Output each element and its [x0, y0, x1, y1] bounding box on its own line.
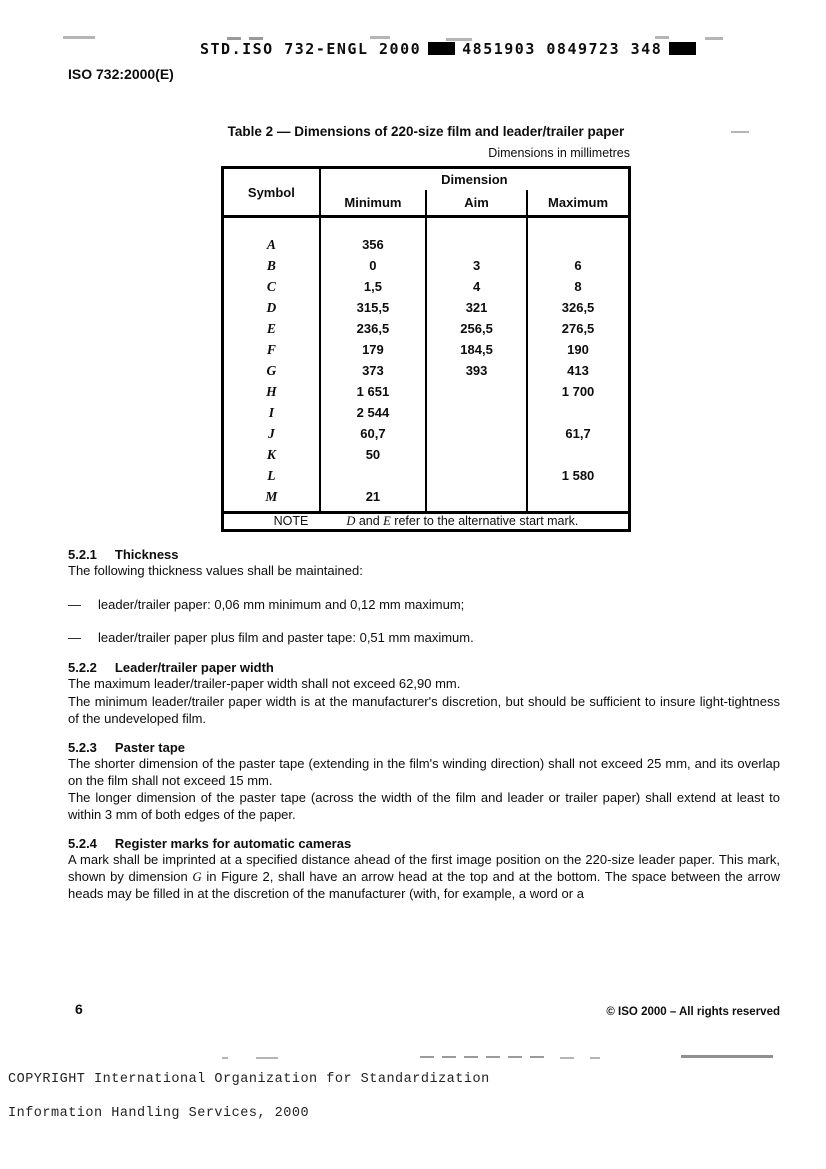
catalog-number: STD.ISO 732-ENGL 2000 — [200, 40, 422, 58]
list-item-text: leader/trailer paper: 0,06 mm minimum and 0,12 mm maximum; — [98, 597, 465, 613]
table-row — [223, 486, 630, 513]
section-number: 5.2.3 — [68, 739, 97, 755]
cell-max: 413 — [567, 363, 589, 378]
cell-symbol: L — [223, 465, 320, 486]
black-bar-icon — [669, 42, 696, 55]
dash-bullet-icon: — — [68, 597, 81, 613]
scan-artifact — [370, 36, 390, 39]
table-row — [223, 444, 630, 465]
document-id: ISO 732:2000(E) — [68, 66, 174, 82]
cell-aim: 321 — [426, 297, 527, 318]
section-title: Leader/trailer paper width — [114, 660, 274, 676]
cell-min: 356 — [320, 217, 426, 256]
table-row — [223, 318, 630, 339]
section-number: 5.2.4 — [68, 835, 97, 851]
list-item-text: leader/trailer paper plus film and paster tape: 0,51 mm maximum. — [98, 630, 474, 646]
cell-max: 6 — [574, 258, 582, 273]
cell-symbol: J — [223, 423, 320, 444]
cell-symbol: E — [223, 318, 320, 339]
cell-aim: 393 — [426, 360, 527, 381]
cell-symbol: A — [223, 217, 320, 256]
section-number: 5.2.1 — [68, 547, 97, 562]
table-row — [223, 402, 630, 423]
section-title: Paster tape — [114, 739, 186, 755]
table-title: Table 2 — Dimensions of 220-size film and leader/trailer paper — [227, 124, 625, 139]
paragraph: The following thickness values shall be maintained: — [68, 563, 363, 578]
col-header-aim: Aim — [426, 190, 527, 217]
section-heading-5-2-2 — [68, 660, 780, 675]
cell-min: 0 — [320, 255, 426, 276]
ihs-copyright-line: COPYRIGHT International Organization for Standardization — [8, 1072, 490, 1087]
table-row — [223, 297, 630, 318]
table-body — [223, 217, 630, 513]
dash-bullet-icon: — — [68, 630, 81, 646]
cell-min: 373 — [320, 360, 426, 381]
scan-catalog-header — [200, 40, 703, 58]
table-row — [223, 381, 630, 402]
cell-symbol: M — [223, 486, 320, 513]
note-label: NOTE — [273, 514, 309, 528]
cell-aim: 256,5 — [426, 318, 527, 339]
scan-artifact — [63, 36, 95, 39]
cell-symbol: D — [223, 297, 320, 318]
paragraph: The longer dimension of the paster tape (across the width of the film and leader or trailer paper) shall extend at least to within 3 mm of both edges of the paper. — [68, 790, 780, 823]
cell-symbol: H — [223, 381, 320, 402]
scan-artifact — [681, 1055, 773, 1058]
list-item — [68, 596, 780, 613]
barcode-digits: 4851903 0849723 348 — [462, 40, 663, 58]
cell-symbol: K — [223, 444, 320, 465]
table-units-note: Dimensions in millimetres — [488, 146, 630, 160]
table-note-row — [223, 513, 630, 531]
cell-min: 1 651 — [320, 381, 426, 402]
cell-min: 1,5 — [320, 276, 426, 297]
section-number: 5.2.2 — [68, 660, 97, 676]
table-row — [223, 217, 630, 256]
col-header-maximum: Maximum — [527, 190, 629, 217]
scan-artifact — [705, 37, 723, 40]
note-symbol-d: D — [346, 514, 356, 528]
scan-artifact — [560, 1057, 574, 1059]
cell-aim — [426, 486, 527, 513]
cell-aim: 3 — [426, 255, 527, 276]
cell-min: 179 — [320, 339, 426, 360]
section-heading-5-2-1 — [68, 547, 780, 562]
cell-aim — [426, 402, 527, 423]
cell-max — [527, 486, 629, 513]
paragraph-text: A mark shall be imprinted at a specified distance ahead of the first image position on the 220-size leader paper. This mark, shown by dimension — [68, 851, 780, 884]
cell-max — [527, 444, 629, 465]
cell-max: 1 700 — [561, 384, 595, 399]
cell-symbol: F — [223, 339, 320, 360]
cell-symbol: G — [223, 360, 320, 381]
note-symbol-e: E — [383, 514, 391, 528]
cell-aim — [426, 381, 527, 402]
cell-min: 2 544 — [320, 402, 426, 423]
cell-min: 50 — [320, 444, 426, 465]
cell-max: 190 — [567, 342, 589, 357]
ihs-copyright-line: Information Handling Services, 2000 — [8, 1106, 310, 1121]
body-content — [68, 547, 780, 902]
scan-artifact — [420, 1056, 546, 1058]
col-header-symbol: Symbol — [223, 168, 320, 217]
scan-artifact — [590, 1057, 600, 1059]
section-title: Register marks for automatic cameras — [114, 835, 352, 851]
table-header — [223, 168, 630, 217]
table-row — [223, 360, 630, 381]
table-row — [223, 276, 630, 297]
cell-aim — [426, 217, 527, 256]
cell-aim: 4 — [426, 276, 527, 297]
cell-max: 1 580 — [561, 468, 595, 483]
cell-aim: 184,5 — [426, 339, 527, 360]
cell-symbol: C — [223, 276, 320, 297]
table-block — [221, 124, 631, 532]
list-item — [68, 629, 780, 646]
cell-min: 21 — [320, 486, 426, 513]
ihs-copyright-stamp — [8, 1072, 490, 1121]
cell-min: 60,7 — [320, 423, 426, 444]
table-row — [223, 423, 630, 444]
cell-min: 315,5 — [320, 297, 426, 318]
cell-min: 236,5 — [320, 318, 426, 339]
cell-symbol: I — [223, 402, 320, 423]
cell-aim — [426, 465, 527, 486]
page-number: 6 — [75, 1001, 83, 1017]
paragraph: The shorter dimension of the paster tape (extending in the film's winding direction) shall not exceed 25 mm, and its overlap on the film shall not exceed 15 mm. — [68, 755, 780, 789]
table-note — [223, 513, 630, 531]
dimension-symbol-g: G — [192, 868, 202, 884]
paragraph-text: in Figure 2, shall have an arrow head at the top and at the bottom. The space between the arrow heads may be filled in at the discretion of the manufacturer (with, for example, a word or a — [68, 868, 780, 901]
cell-max — [527, 217, 629, 256]
section-heading-5-2-4 — [68, 836, 780, 851]
col-header-minimum: Minimum — [344, 195, 402, 210]
cell-max — [527, 402, 629, 423]
dimensions-table — [221, 166, 631, 532]
table-row — [223, 255, 630, 276]
scan-artifact — [256, 1057, 278, 1059]
col-header-dimension: Dimension — [441, 172, 508, 187]
cell-aim — [426, 444, 527, 465]
copyright-notice: © ISO 2000 – All rights reserved — [606, 1006, 780, 1018]
cell-aim — [426, 423, 527, 444]
black-bar-icon — [428, 42, 455, 55]
cell-max: 61,7 — [565, 426, 591, 441]
cell-max: 326,5 — [561, 300, 595, 315]
cell-symbol: B — [223, 255, 320, 276]
note-text: refer to the alternative start mark. — [390, 514, 579, 528]
section-title: Thickness — [114, 547, 179, 562]
section-heading-5-2-3 — [68, 740, 780, 755]
scan-artifact — [655, 36, 669, 39]
paragraph: The minimum leader/trailer paper width is at the manufacturer's discretion, but should be sufficient to insure light-tightness of the undeveloped film. — [68, 693, 780, 726]
paragraph: The maximum leader/trailer-paper width shall not exceed 62,90 mm. — [68, 676, 461, 692]
paragraph — [68, 851, 780, 902]
table-row — [223, 339, 630, 360]
cell-max: 276,5 — [561, 321, 595, 336]
note-text: and — [355, 514, 384, 528]
cell-min — [320, 465, 426, 486]
scan-artifact — [222, 1057, 228, 1059]
scan-artifact — [731, 131, 749, 133]
table-row — [223, 465, 630, 486]
cell-max: 8 — [574, 279, 582, 294]
